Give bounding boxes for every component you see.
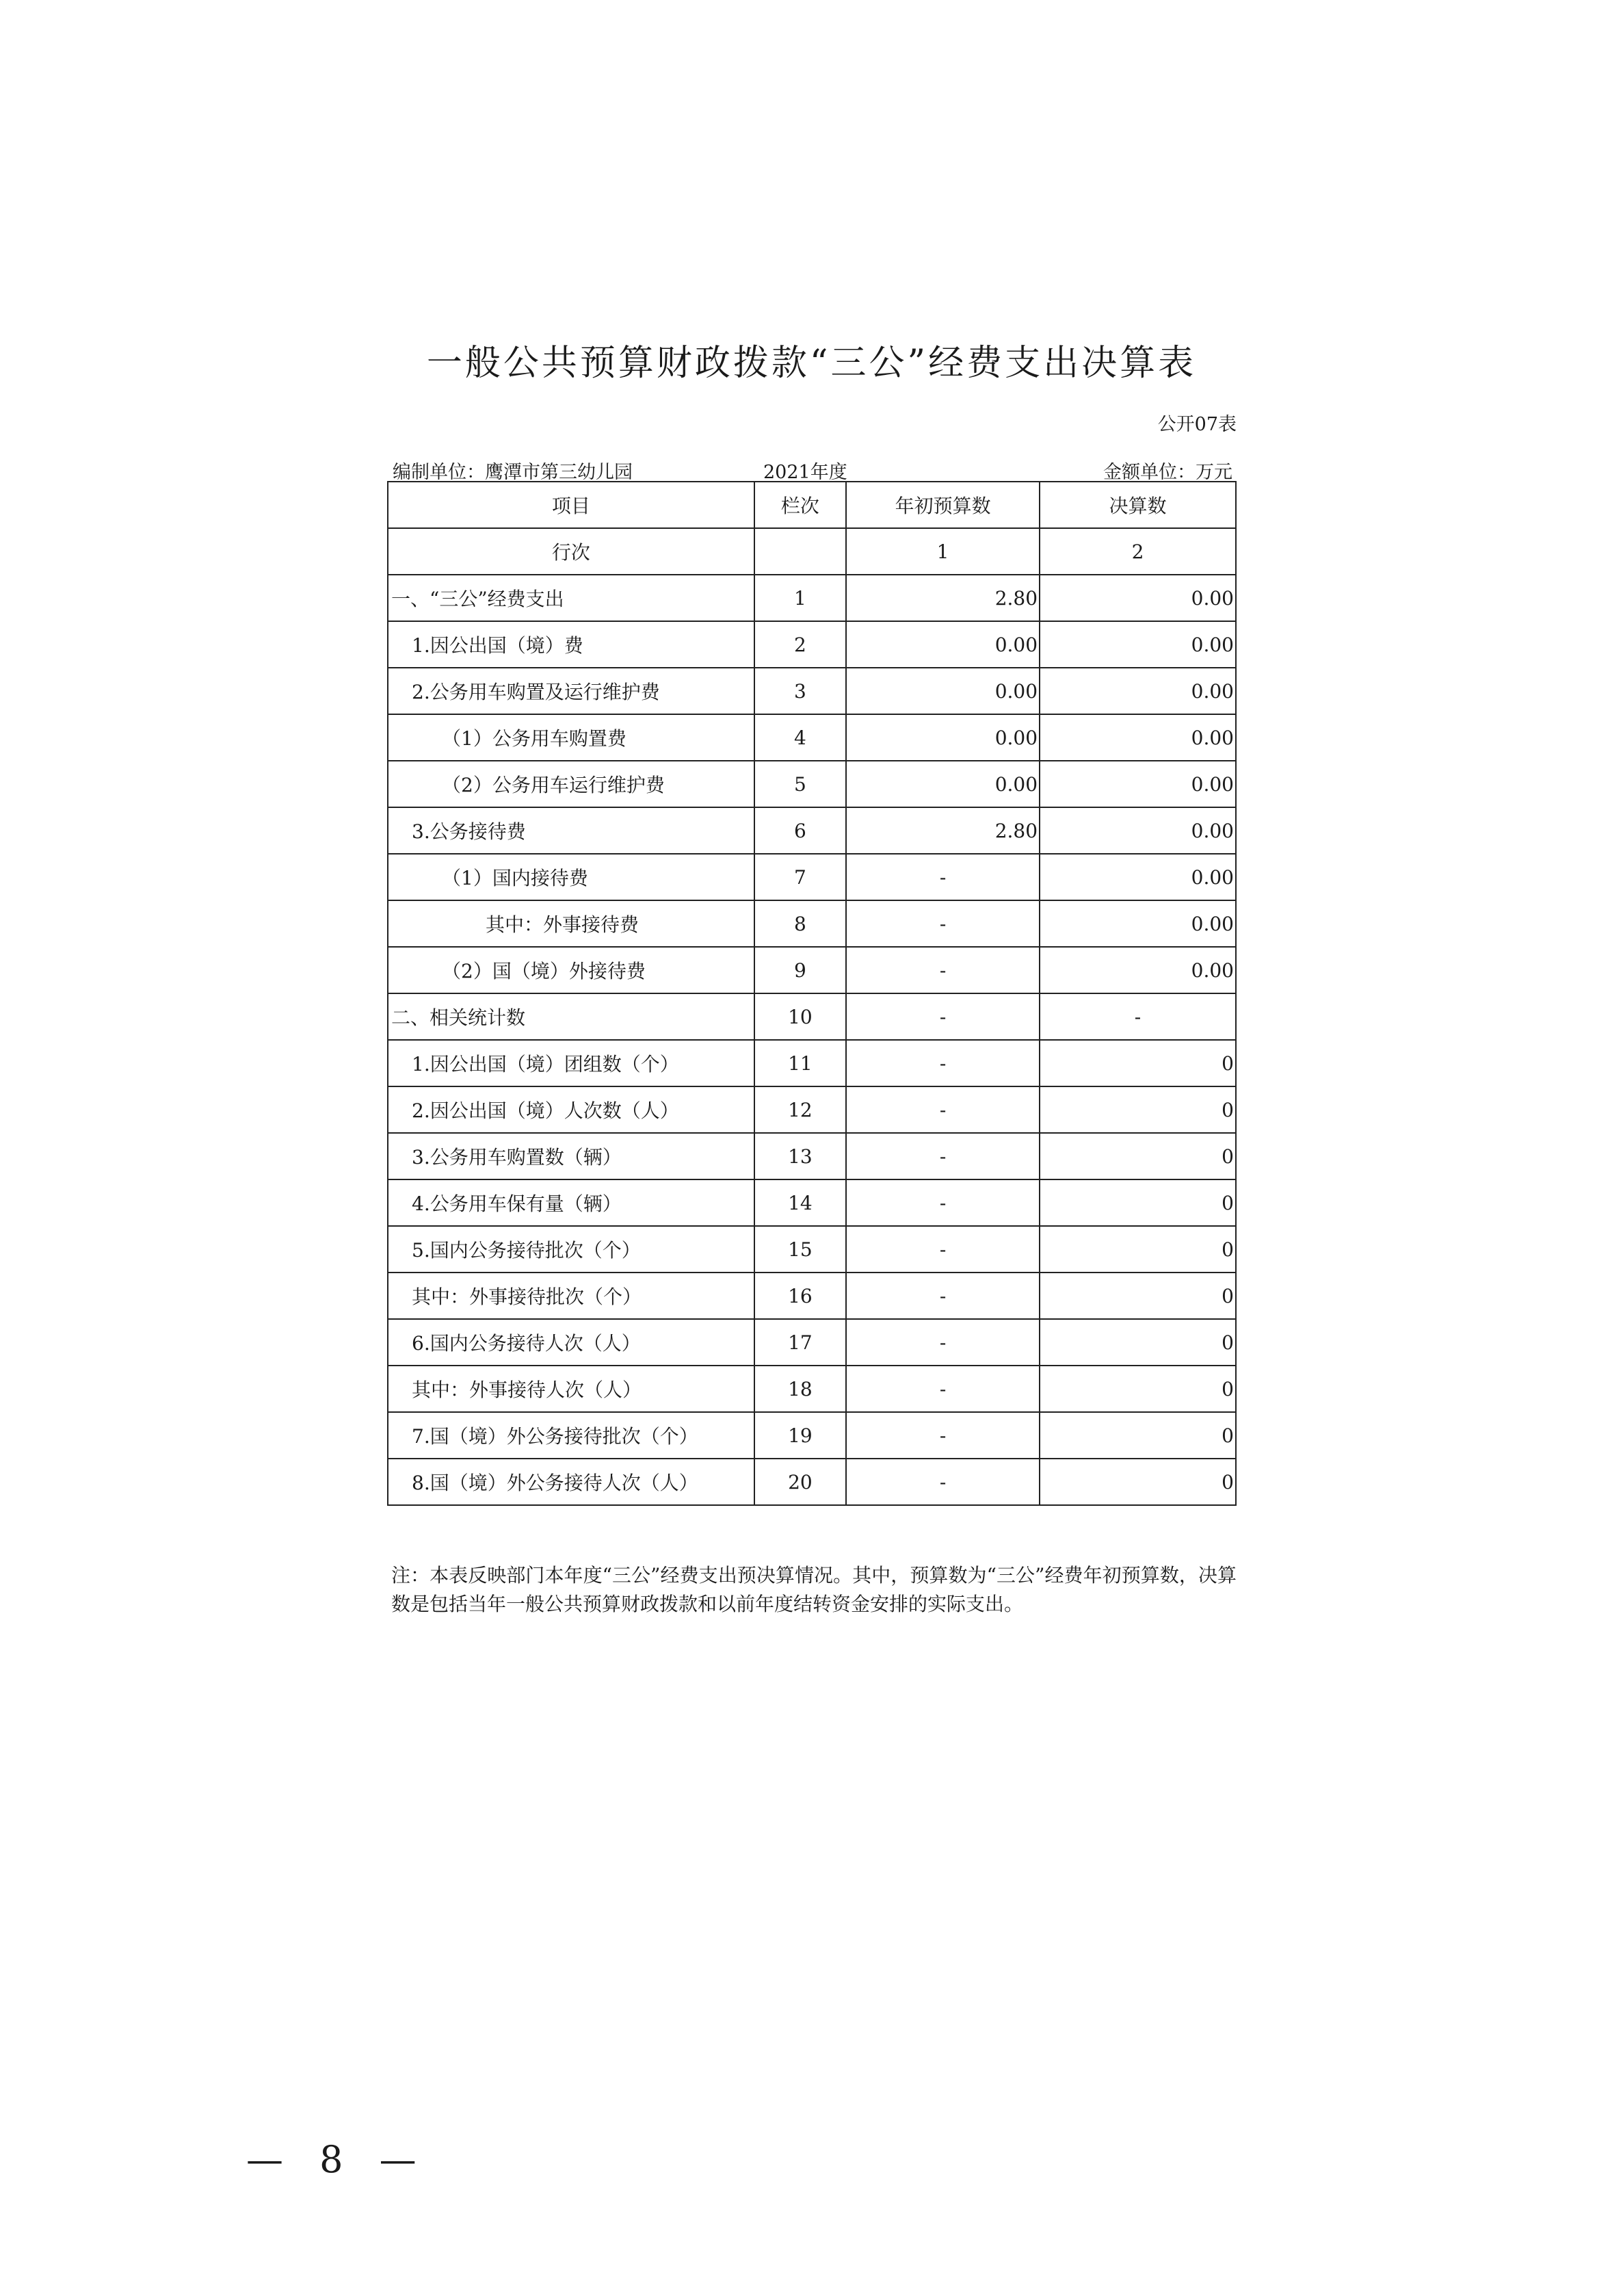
row-item-cell: 2.因公出国（境）人次数（人）: [388, 1086, 754, 1133]
table-row: [388, 761, 1236, 807]
row-actual-cell: 0.00: [1040, 714, 1236, 761]
row-column-cell: 18: [754, 1366, 846, 1412]
row-column-cell: 7: [754, 854, 846, 900]
table-row: [388, 1086, 1236, 1133]
table-row: [388, 1179, 1236, 1226]
header-column: 栏次: [754, 482, 846, 528]
row-actual-cell: 0: [1040, 1040, 1236, 1086]
row-item-cell: 3.公务接待费: [388, 807, 754, 854]
row-actual-cell: 0: [1040, 1273, 1236, 1319]
row-actual-cell: 0.00: [1040, 621, 1236, 668]
row-actual-cell: 0.00: [1040, 807, 1236, 854]
row-item-cell: （1）国内接待费: [388, 854, 754, 900]
row-budget-cell: 0.00: [846, 714, 1040, 761]
row-column-cell: 11: [754, 1040, 846, 1086]
table-row: [388, 1412, 1236, 1459]
table-row: [388, 1226, 1236, 1273]
row-actual-cell: 0.00: [1040, 761, 1236, 807]
row-budget-cell: -: [846, 1133, 1040, 1179]
row-column-cell: 14: [754, 1179, 846, 1226]
row-actual-cell: 0.00: [1040, 900, 1236, 947]
row-column-cell: 12: [754, 1086, 846, 1133]
row-budget-cell: -: [846, 900, 1040, 947]
row-column-cell: 9: [754, 947, 846, 993]
index-budget: 1: [846, 528, 1040, 575]
row-item-cell: 二、相关统计数: [388, 993, 754, 1040]
row-budget-cell: -: [846, 1179, 1040, 1226]
row-actual-cell: 0.00: [1040, 668, 1236, 714]
table-row: [388, 854, 1236, 900]
row-column-cell: 17: [754, 1319, 846, 1366]
row-budget-cell: -: [846, 1412, 1040, 1459]
row-column-cell: 5: [754, 761, 846, 807]
row-budget-cell: -: [846, 1459, 1040, 1505]
header-budget: 年初预算数: [846, 482, 1040, 528]
row-item-cell: （1）公务用车购置费: [388, 714, 754, 761]
table-meta: [388, 457, 1237, 482]
table-row: [388, 1133, 1236, 1179]
row-budget-cell: -: [846, 1040, 1040, 1086]
row-budget-cell: -: [846, 854, 1040, 900]
header-row: [388, 482, 1236, 528]
row-item-cell: 1.因公出国（境）费: [388, 621, 754, 668]
row-item-cell: 一、“三公”经费支出: [388, 575, 754, 621]
row-column-cell: 1: [754, 575, 846, 621]
row-item-cell: 5.国内公务接待批次（个）: [388, 1226, 754, 1273]
row-item-cell: 4.公务用车保有量（辆）: [388, 1179, 754, 1226]
row-item-cell: 6.国内公务接待人次（人）: [388, 1319, 754, 1366]
row-budget-cell: 0.00: [846, 761, 1040, 807]
row-budget-cell: -: [846, 1273, 1040, 1319]
table-row: [388, 900, 1236, 947]
row-actual-cell: 0: [1040, 1459, 1236, 1505]
index-column: [754, 528, 846, 575]
row-item-cell: （2）国（境）外接待费: [388, 947, 754, 993]
row-item-cell: 1.因公出国（境）团组数（个）: [388, 1040, 754, 1086]
row-budget-cell: 0.00: [846, 621, 1040, 668]
row-actual-cell: 0.00: [1040, 947, 1236, 993]
row-budget-cell: 2.80: [846, 807, 1040, 854]
index-actual: 2: [1040, 528, 1236, 575]
row-column-cell: 2: [754, 621, 846, 668]
table-row: [388, 575, 1236, 621]
table-row: [388, 807, 1236, 854]
table-row: [388, 1319, 1236, 1366]
row-column-cell: 13: [754, 1133, 846, 1179]
compiling-unit: 编制单位：鹰潭市第三幼儿园: [393, 462, 633, 483]
table-row: [388, 1366, 1236, 1412]
table-row: [388, 714, 1236, 761]
row-column-cell: 16: [754, 1273, 846, 1319]
row-item-cell: 3.公务用车购置数（辆）: [388, 1133, 754, 1179]
row-budget-cell: -: [846, 1226, 1040, 1273]
table-row: [388, 1040, 1236, 1086]
row-budget-cell: -: [846, 1086, 1040, 1133]
row-budget-cell: 0.00: [846, 668, 1040, 714]
row-actual-cell: 0: [1040, 1366, 1236, 1412]
row-actual-cell: 0: [1040, 1412, 1236, 1459]
row-item-cell: 其中：外事接待批次（个）: [388, 1273, 754, 1319]
row-column-cell: 4: [754, 714, 846, 761]
form-code: 公开07表: [1157, 414, 1237, 435]
row-item-cell: 其中：外事接待人次（人）: [388, 1366, 754, 1412]
row-budget-cell: 2.80: [846, 575, 1040, 621]
table-row: [388, 947, 1236, 993]
row-budget-cell: -: [846, 993, 1040, 1040]
row-item-cell: 2.公务用车购置及运行维护费: [388, 668, 754, 714]
row-column-cell: 3: [754, 668, 846, 714]
row-item-cell: 8.国（境）外公务接待人次（人）: [388, 1459, 754, 1505]
row-actual-cell: 0.00: [1040, 854, 1236, 900]
row-actual-cell: 0.00: [1040, 575, 1236, 621]
header-actual: 决算数: [1040, 482, 1236, 528]
table-row: [388, 1273, 1236, 1319]
page-number: — 8 —: [246, 2138, 429, 2181]
header-item: 项目: [388, 482, 754, 528]
row-actual-cell: -: [1040, 993, 1236, 1040]
row-column-cell: 10: [754, 993, 846, 1040]
row-column-cell: 19: [754, 1412, 846, 1459]
row-item-cell: 7.国（境）外公务接待批次（个）: [388, 1412, 754, 1459]
table-note: 注：本表反映部门本年度“三公”经费支出预决算情况。其中，预算数为“三公”经费年初预算数，决算数是包括当年一般公共预算财政拨款和以前年度结转资金安排的实际支出。: [391, 1564, 1237, 1615]
amount-unit: 金额单位：万元: [1103, 462, 1232, 483]
table-row: [388, 668, 1236, 714]
row-actual-cell: 0: [1040, 1133, 1236, 1179]
row-column-cell: 6: [754, 807, 846, 854]
index-row: [388, 528, 1236, 575]
row-budget-cell: -: [846, 1366, 1040, 1412]
page-title: 一般公共预算财政拨款“三公”经费支出决算表: [426, 343, 1197, 384]
row-item-cell: （2）公务用车运行维护费: [388, 761, 754, 807]
table-row: [388, 1459, 1236, 1505]
row-actual-cell: 0: [1040, 1226, 1236, 1273]
row-item-cell: 其中：外事接待费: [388, 900, 754, 947]
index-item: 行次: [388, 528, 754, 575]
row-budget-cell: -: [846, 1319, 1040, 1366]
row-column-cell: 15: [754, 1226, 846, 1273]
row-actual-cell: 0: [1040, 1086, 1236, 1133]
table-row: [388, 621, 1236, 668]
three-public-expenses-table: [387, 481, 1237, 1506]
fiscal-year: 2021年度: [763, 462, 847, 483]
row-budget-cell: -: [846, 947, 1040, 993]
table-row: [388, 993, 1236, 1040]
row-actual-cell: 0: [1040, 1319, 1236, 1366]
row-column-cell: 8: [754, 900, 846, 947]
row-actual-cell: 0: [1040, 1179, 1236, 1226]
row-column-cell: 20: [754, 1459, 846, 1505]
